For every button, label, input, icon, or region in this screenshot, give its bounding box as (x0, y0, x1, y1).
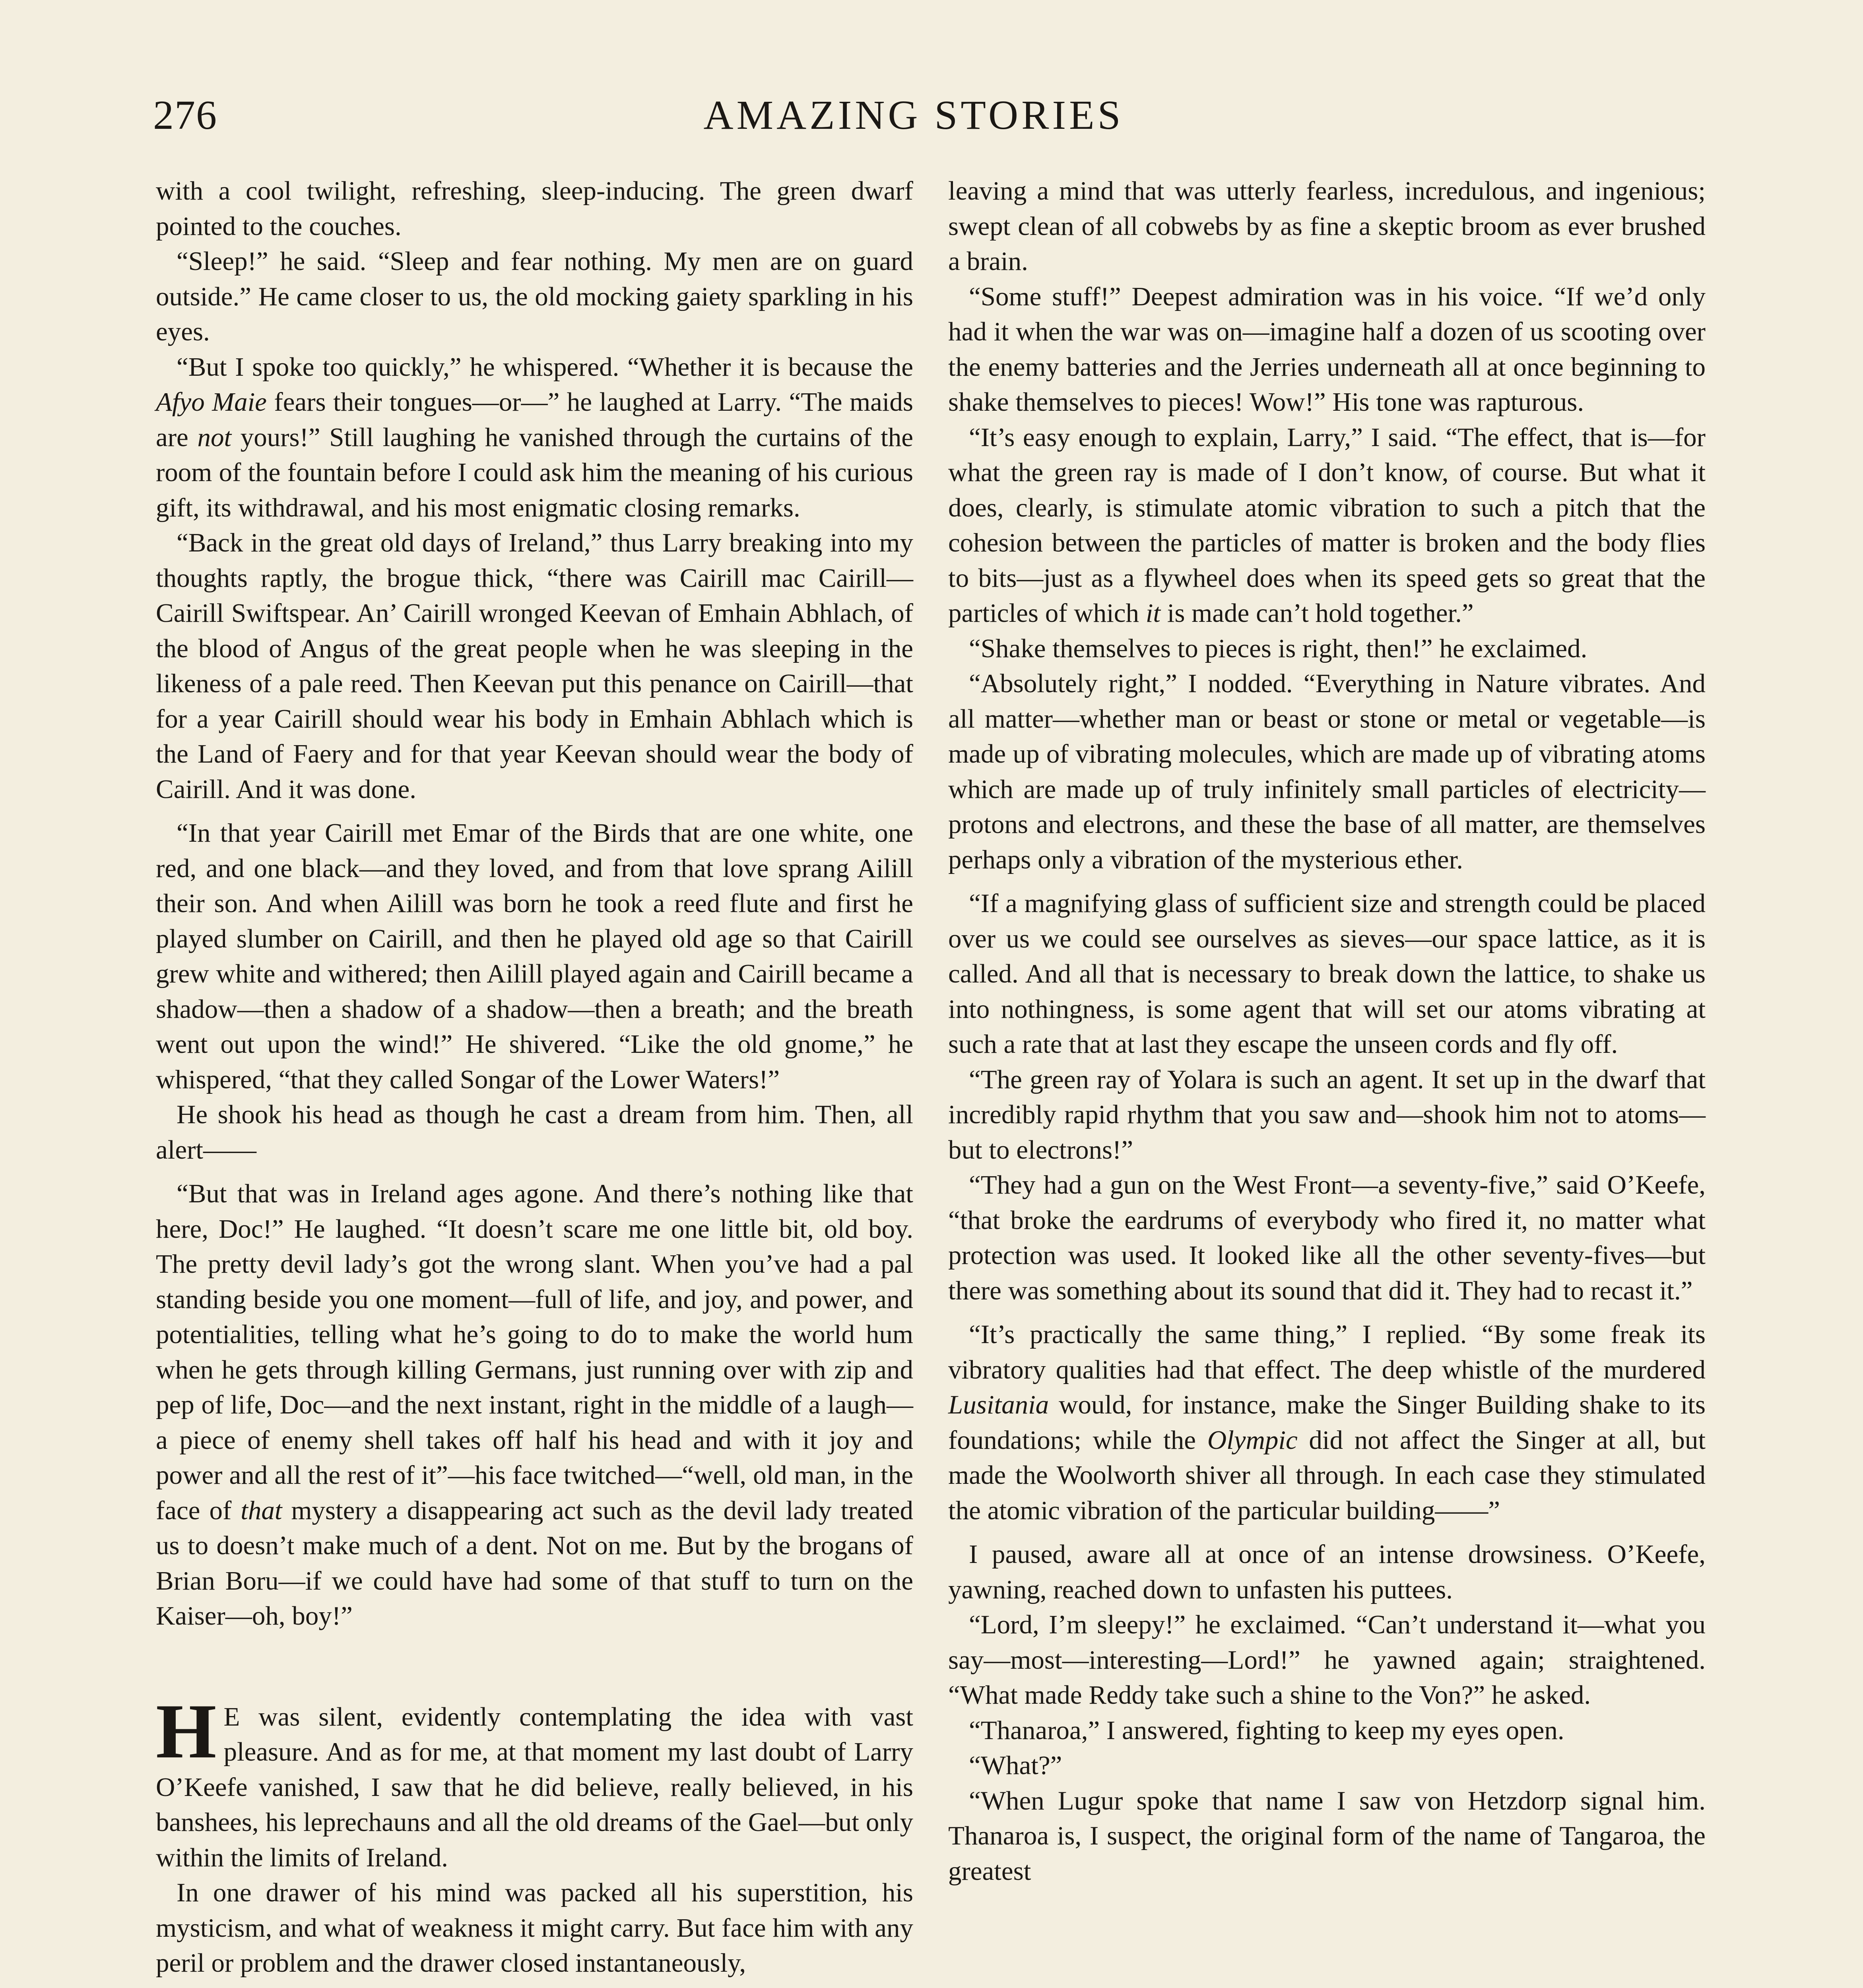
paragraph: “Absolutely right,” I nodded. “Everything in Nature vibrates. And all matter—whether man or beast or stone or metal or vegetable—is made up of vibrating molecules, which are made up of vibrating atoms which are made up of truly infinitely small particles of electricity—protons and electrons, and these the base of all matter, are themselves perhaps only a vibration of the mysterious ether. (948, 669, 1706, 874)
paragraph: In one drawer of his mind was packed all his superstition, his mysticism, and what of weakness it might carry. But face him with any peril or problem and the drawer closed instantaneously, (156, 1878, 913, 1978)
paragraph: “What?” (969, 1751, 1062, 1780)
paragraph: “It’s easy enough to explain, Larry,” I said. “The effect, that is—for what the green ray is made of I don’t know, of course. But what it does, clearly, is stimulate atomic vibration to such a pitch that the cohesion between the particles of matter is broken and the body flies to bits—just as a flywheel does when its speed gets so great that the particles of which it is made can’t hold together.” (948, 422, 1706, 628)
right-column (948, 173, 1706, 1889)
paragraph: “Back in the great old days of Ireland,” thus Larry breaking into my thoughts raptly, the brogue thick, “there was Cairill mac Cairill—Cairill Swiftspear. An’ Cairill wronged Keevan of Emhain Abhlach, of the blood of Angus of the great people when he was sleeping in the likeness of a pale reed. Then Keevan put this penance on Cairill—that for a year Cairill should wear his body in Emhain Abhlach which is the Land of Faery and for that year Keevan should wear the body of Cairill. And it was done. (156, 528, 913, 804)
drop-cap: H (156, 1688, 217, 1774)
paragraph: leaving a mind that was utterly fearless, incredulous, and ingenious; swept clean of all cobwebs by as fine a skeptic broom as ever brushed a brain. (948, 176, 1706, 276)
paragraph: with a cool twilight, refreshing, sleep-inducing. The green dwarf pointed to the couches. (156, 176, 913, 241)
paragraph: “Shake themselves to pieces is right, then!” he exclaimed. (969, 633, 1587, 663)
paragraph: He shook his head as though he cast a dream from him. Then, all alert—— (156, 1100, 913, 1165)
paragraph: “Some stuff!” Deepest admiration was in his voice. “If we’d only had it when the war was on—imagine half a dozen of us scooting over the enemy batteries and the Jerries underneath all at once beginning to shake themselves to pieces! Wow!” His tone was rapturous. (948, 282, 1706, 417)
running-head: AMAZING STORIES (703, 92, 1124, 138)
paragraph: “Sleep!” he said. “Sleep and fear nothing. My men are on guard outside.” He came closer to us, the old mocking gaiety sparkling in his eyes. (156, 247, 913, 346)
page-number: 276 (153, 92, 217, 138)
paragraph: “They had a gun on the West Front—a seventy-five,” said O’Keefe, “that broke the eardrums of everybody who fired it, no matter what protection was used. It looked like all the other seventy-fives—but there was something about its sound that did it. They had to recast it.” (948, 1170, 1706, 1305)
page-header (153, 91, 1674, 167)
left-column (156, 173, 913, 1981)
paragraph: “Lord, I’m sleepy!” he exclaimed. “Can’t understand it—what you say—most—interesting—Lord!” he yawned again; straightened. “What made Reddy take such a shine to the Von?” he asked. (948, 1610, 1706, 1710)
paragraph: “If a magnifying glass of sufficient size and strength could be placed over us we could see ourselves as sieves—our space lattice, as it is called. And all that is necessary to break down the lattice, to shake us into nothingness, is some agent that will set our atoms vibrating at such a rate that at last they escape the unseen cords and fly off. (948, 889, 1706, 1059)
paragraph: “In that year Cairill met Emar of the Birds that are one white, one red, and one black—and they loved, and from that love sprang Ailill their son. And when Ailill was born he took a reed flute and first he played slumber on Cairill, and then he played old age so that Cairill grew white and withered; then Ailill played again and Cairill became a shadow—then a shadow of a shadow—then a breath; and the breath went out upon the wind!” He shivered. “Like the old gnome,” he whispered, “that they called Songar of the Lower Waters!” (156, 818, 913, 1094)
paragraph: “It’s practically the same thing,” I replied. “By some freak its vibratory qualities had that effect. The deep whistle of the murdered Lusitania would, for instance, make the Singer Building shake to its foundations; while the Olympic did not affect the Singer at all, but made the Woolworth shiver all through. In each case they stimulated the atomic vibration of the particular building——” (948, 1320, 1706, 1525)
paragraph: “Thanaroa,” I answered, fighting to keep my eyes open. (969, 1715, 1564, 1745)
paragraph: I paused, aware all at once of an intense drowsiness. O’Keefe, yawning, reached down to unfasten his puttees. (948, 1540, 1706, 1604)
section-opening-paragraph: H E was silent, evidently contemplating the idea with vast pleasure. And as for me, at that moment my last doubt of Larry O’Keefe vanished, I saw that he did believe, really believed, in his banshees, his leprechauns and all the old dreams of the Gael—but only within the limits of Ireland. (156, 1688, 913, 1872)
paragraph: “But I spoke too quickly,” he whispered. “Whether it is because the Afyo Maie fears their tongues—or—” he laughed at Larry. “The maids are not yours!” Still laughing he vanished through the curtains of the room of the fountain before I could ask him the meaning of his curious gift, its withdrawal, and his most enigmatic closing remarks. (156, 352, 913, 522)
paragraph: “The green ray of Yolara is such an agent. It set up in the dwarf that incredibly rapid rhythm that you saw and—shook him not to atoms—but to electrons!” (948, 1064, 1706, 1165)
paragraph: “But that was in Ireland ages agone. And there’s nothing like that here, Doc!” He laughed. “It doesn’t scare me one little bit, old boy. The pretty devil lady’s got the wrong slant. When you’ve had a pal standing beside you one moment—full of life, and joy, and power, and potentialities, telling what he’s going to do to make the world hum when he gets through killing Germans, just running over with zip and pep of life, Doc—and the next instant, right in the middle of a laugh—a piece of enemy shell takes off half his head and with it joy and power and all the rest of it”—his face twitched—“well, old man, in the face of that mystery a disappearing act such as the devil lady treated us to doesn’t make much of a dent. Not on me. But by the brogans of Brian Boru—if we could have had some of that stuff to turn on the Kaiser—oh, boy!” (156, 1179, 913, 1631)
paragraph: “When Lugur spoke that name I saw von Hetzdorp signal him. Thanaroa is, I suspect, the original form of the name of Tangaroa, the greatest (948, 1786, 1706, 1886)
